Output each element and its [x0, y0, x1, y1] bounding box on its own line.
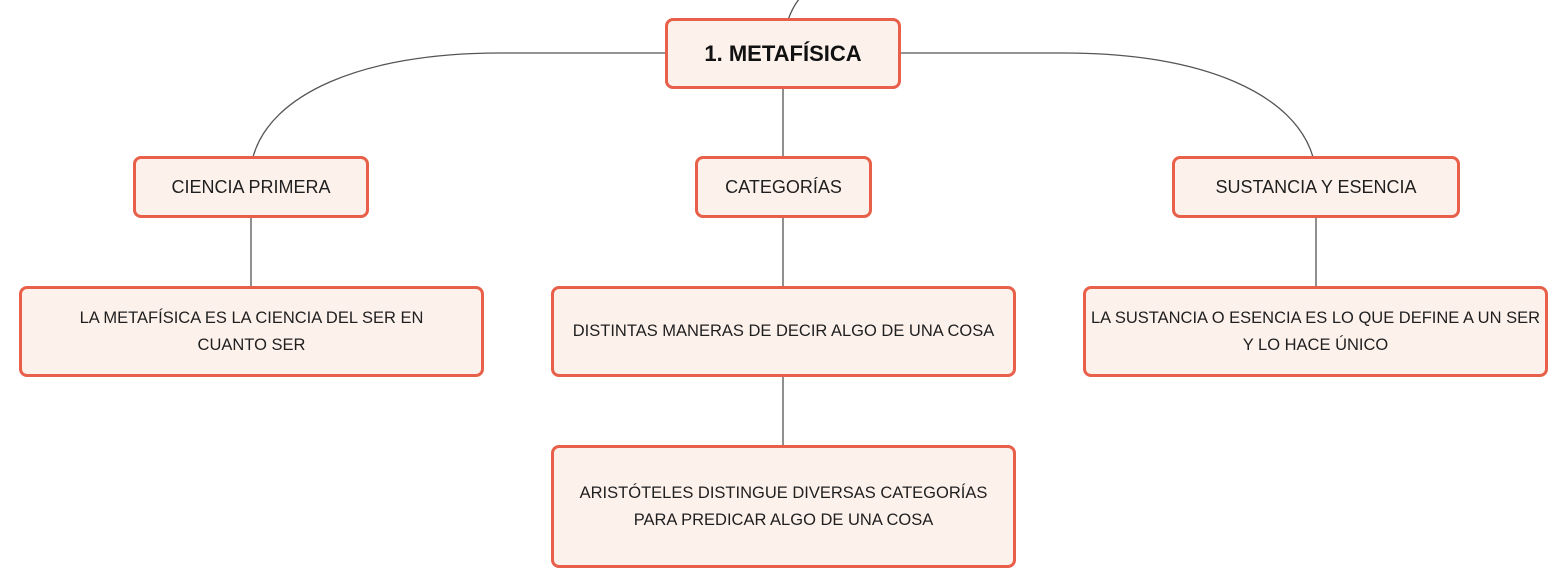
node-sustancia-y-esencia[interactable]: [1172, 156, 1460, 218]
node-text: LA SUSTANCIA O ESENCIA ES LO QUE DEFINE A UN SER Y LO HACE ÚNICO: [1091, 308, 1540, 354]
root-node-metafisica[interactable]: [665, 18, 901, 89]
connector-incoming-top: [788, 0, 800, 20]
node-label: SUSTANCIA Y ESENCIA: [1215, 176, 1417, 197]
node-text: ARISTÓTELES DISTINGUE DIVERSAS CATEGORÍAS PARA PREDICAR ALGO DE UNA COSA: [579, 483, 988, 529]
connector-root-to-sustancia-y-esencia: [900, 53, 1313, 157]
node-label: CATEGORÍAS: [725, 176, 842, 197]
node-label: CIENCIA PRIMERA: [171, 176, 331, 197]
node-metafisica-definicion[interactable]: [19, 286, 484, 377]
root-node-label: 1. METAFÍSICA: [704, 41, 862, 66]
node-text: DISTINTAS MANERAS DE DECIR ALGO DE UNA COSA: [572, 322, 995, 340]
node-aristoteles-categorias[interactable]: [551, 445, 1016, 568]
node-ciencia-primera[interactable]: [133, 156, 369, 218]
connector-root-to-ciencia-primera: [253, 53, 667, 157]
node-sustancia-definicion[interactable]: [1083, 286, 1548, 377]
node-text: LA METAFÍSICA ES LA CIENCIA DEL SER EN CUANTO SER: [79, 308, 424, 354]
node-categorias[interactable]: [695, 156, 872, 218]
node-categorias-definicion[interactable]: [551, 286, 1016, 377]
